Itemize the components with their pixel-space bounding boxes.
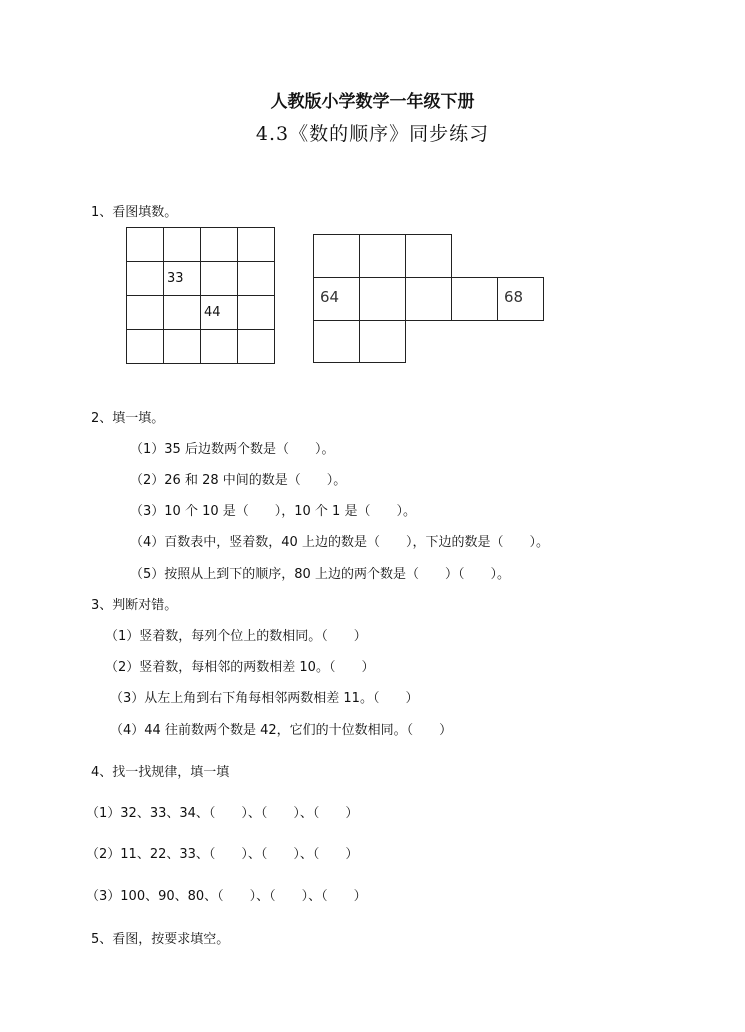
q5-heading: 5、看图，按要求填空。	[91, 932, 230, 947]
grid-cell: 44	[201, 296, 238, 330]
q3-item: （2）竖着数，每相邻的两数相差 10。（ ）	[105, 660, 375, 675]
q1-heading: 1、看图填数。	[91, 205, 178, 220]
q4-item: （3）100、90、80、（ ）、（ ）、（ ）	[86, 889, 367, 904]
grid-cell	[359, 234, 406, 278]
grid-cell	[405, 234, 452, 278]
grid-cell	[201, 262, 238, 296]
q2-item: （4）百数表中，竖着数，40 上边的数是（ ），下边的数是（ ）。	[130, 535, 549, 550]
q2-item: （5）按照从上到下的顺序，80 上边的两个数是（ ）（ ）。	[130, 567, 510, 582]
grid-cell	[201, 330, 238, 364]
grid-cell	[238, 228, 275, 262]
grid-cell	[313, 320, 360, 363]
document-title: 人教版小学数学一年级下册	[270, 92, 475, 112]
grid-cell	[127, 228, 164, 262]
q2-heading: 2、填一填。	[91, 411, 165, 426]
q2-item: （3）10 个 10 是（ ），10 个 1 是（ ）。	[130, 504, 416, 519]
grid-row	[127, 296, 275, 330]
grid-cell	[164, 330, 201, 364]
grid-cell	[127, 330, 164, 364]
grid-cell	[451, 277, 498, 321]
number-grid-a	[126, 227, 275, 364]
grid-cell	[164, 228, 201, 262]
q4-item: （2）11、22、33、（ ）、（ ）、（ ）	[86, 847, 359, 862]
q3-item: （4）44 往前数两个数是 42，它们的十位数相同。（ ）	[110, 723, 453, 738]
grid-cell	[359, 320, 406, 363]
q4-item: （1）32、33、34、（ ）、（ ）、（ ）	[86, 806, 359, 821]
grid-cell	[164, 296, 201, 330]
q3-item: （3）从左上角到右下角每相邻两数相差 11。（ ）	[110, 691, 419, 706]
document-subtitle: 4.3《数的顺序》同步练习	[255, 123, 490, 145]
grid-row	[127, 330, 275, 364]
q3-heading: 3、判断对错。	[91, 598, 178, 613]
grid-cell-value: 64	[320, 288, 340, 306]
q2-item: （2）26 和 28 中间的数是（ ）。	[130, 473, 347, 488]
grid-cell	[405, 277, 452, 321]
grid-cell	[313, 234, 360, 278]
grid-cell	[313, 277, 360, 321]
grid-cell-value: 68	[504, 288, 524, 306]
q3-item: （1）竖着数，每列个位上的数相同。（ ）	[105, 629, 367, 644]
grid-cell	[238, 262, 275, 296]
grid-cell	[497, 277, 544, 321]
grid-cell: 33	[164, 262, 201, 296]
grid-row	[127, 228, 275, 262]
q4-heading: 4、找一找规律，填一填	[91, 765, 230, 780]
grid-cell	[127, 296, 164, 330]
grid-row	[127, 262, 275, 296]
q2-item: （1）35 后边数两个数是（ ）。	[130, 442, 335, 457]
grid-cell	[238, 296, 275, 330]
grid-cell	[201, 228, 238, 262]
grid-cell	[359, 277, 406, 321]
grid-cell	[238, 330, 275, 364]
grid-cell	[127, 262, 164, 296]
